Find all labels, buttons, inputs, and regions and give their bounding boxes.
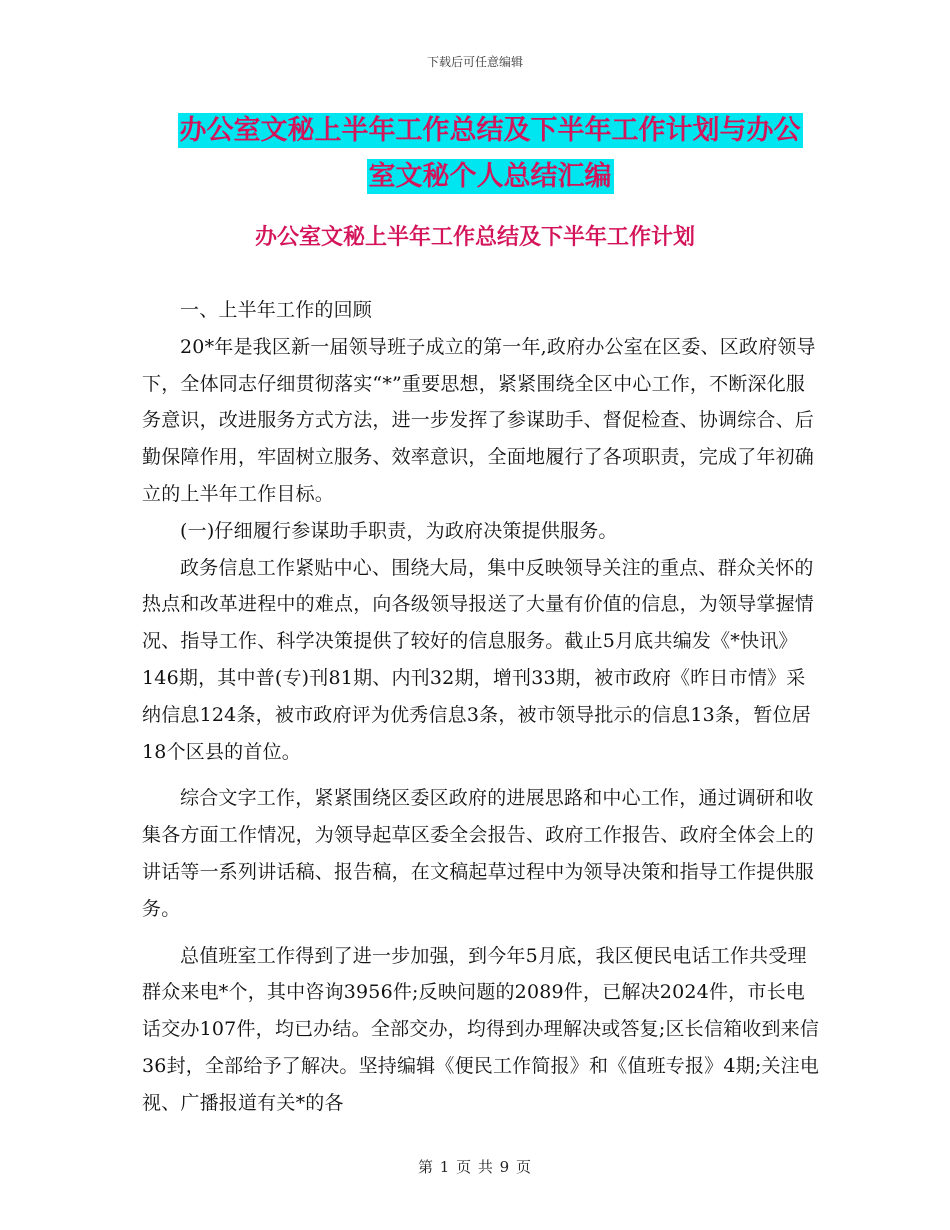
- document-body: [142, 292, 822, 1122]
- paragraph-writing: 综合文字工作，紧紧围绕区委区政府的进展思路和中心工作，通过调研和收集各方面工作情况，为领导起草区委全会报告、政府工作报告、政府全体会上的讲话等一系列讲话稿、报告稿，在文稿起草过程中为领导决策和指导工作提供服务。: [142, 787, 815, 920]
- page-number-footer: 第 1 页 共 9 页: [418, 1158, 532, 1176]
- paragraph-duty-office: 总值班室工作得到了进一步加强，到今年5月底，我区便民电话工作共受理群众来电*个，其中咨询3956件;反映问题的2089件，已解决2024件，市长电话交办107件，均已办结。全部交办，均得到办理解决或答复;区长信箱收到来信36封，全部给予了解决。坚持编辑《便民工作简报》和《值班专报》4期;关注电视、广播报道有关*的各: [142, 944, 820, 1114]
- page-header-note: 下载后可任意编辑: [426, 55, 523, 69]
- document-title: [150, 108, 830, 200]
- document-title-line2: 室文秘个人总结汇编: [368, 161, 612, 192]
- paragraph-gov-info: 政务信息工作紧贴中心、围绕大局，集中反映领导关注的重点、群众关怀的热点和改革进程中的难点，向各级领导报送了大量有价值的信息，为领导掌握情况、指导工作、科学决策提供了较好的信息服务。截止5月底共编发《*快讯》146期，其中普(专)刊81期、内刊32期，增刊33期，被市政府《昨日市情》采纳信息124条，被市政府评为优秀信息3条，被市领导批示的信息13条，暂位居18个区县的首位。: [142, 556, 815, 763]
- document-title-line1: 办公室文秘上半年工作总结及下半年工作计划与办公: [179, 115, 801, 146]
- paragraph-intro: 20*年是我区新一届领导班子成立的第一年,政府办公室在区委、区政府领导下，全体同志仔细贯彻落实“*”重要思想，紧紧围绕全区中心工作，不断深化服务意识，改进服务方式方法，进一步发挥了参谋助手、督促检查、协调综合、后勤保障作用，牢固树立服务、效率意识，全面地履行了各项职责，完成了年初确立的上半年工作目标。: [142, 335, 816, 505]
- paragraph-heading-review: 一、上半年工作的回顾: [180, 299, 373, 321]
- paragraph-subheading-advisory: (一)仔细履行参谋助手职责，为政府决策提供服务。: [180, 519, 618, 542]
- section-title: 办公室文秘上半年工作总结及下半年工作计划: [254, 224, 695, 250]
